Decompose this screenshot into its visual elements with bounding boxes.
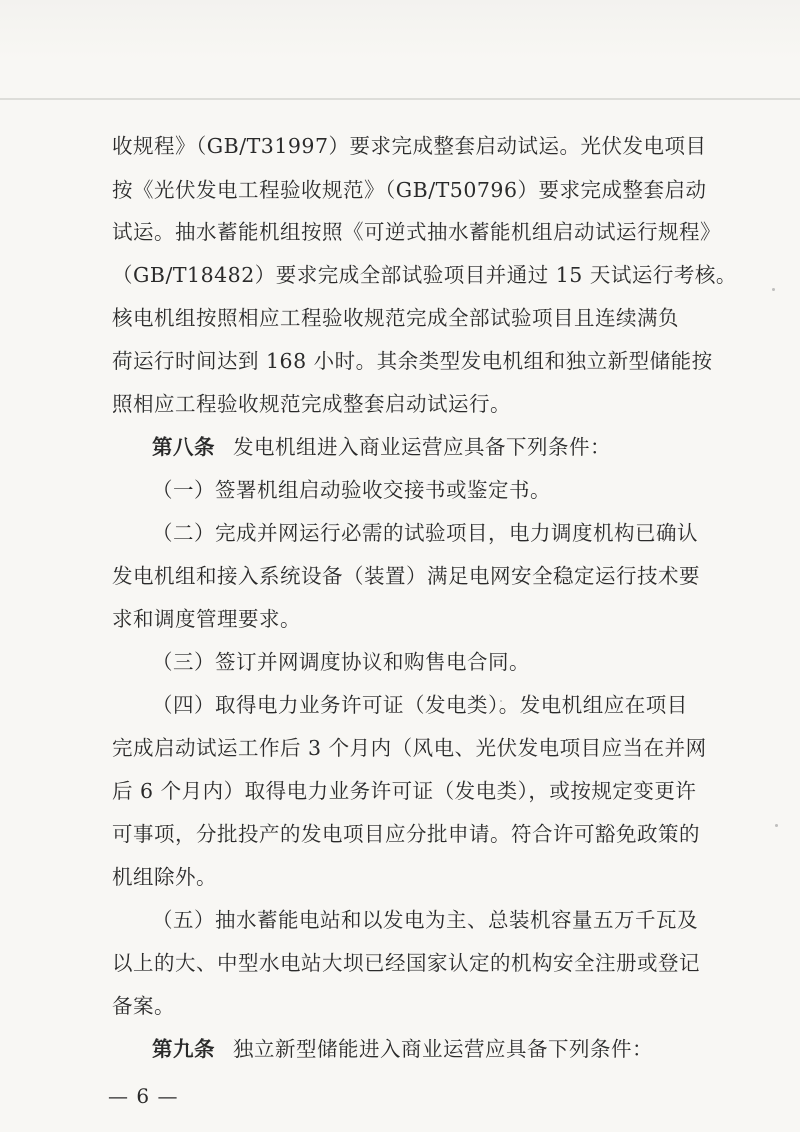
item-3-line: （三）签订并网调度协议和购售电合同。 (152, 650, 530, 674)
article-9-label: 第九条 (152, 1037, 215, 1061)
article-9-heading (152, 1034, 752, 1064)
article-8-label: 第八条 (152, 435, 215, 459)
paragraph-line: 荷运行时间达到 168 小时。其余类型发电机组和独立新型储能按 (112, 349, 713, 373)
item-4-line: 后 6 个月内）取得电力业务许可证（发电类），或按规定变更许 (112, 779, 697, 803)
paragraph-line: 核电机组按照相应工程验收规范完成全部试验项目且连续满负 (112, 306, 679, 330)
item-5-line: （五）抽水蓄能电站和以发电为主、总装机容量五万千瓦及 (152, 908, 698, 932)
paragraph-line: （GB/T18482）要求完成全部试验项目并通过 15 天试运行考核。 (112, 263, 737, 287)
scan-speck (775, 824, 778, 827)
item-1-line: （一）签署机组启动验收交接书或鉴定书。 (152, 478, 551, 502)
item-2-line: 发电机组和接入系统设备（装置）满足电网安全稳定运行技术要 (112, 564, 700, 588)
paragraph-line: 试运。抽水蓄能机组按照《可逆式抽水蓄能机组启动试运行规程》 (112, 220, 721, 244)
paragraph-line: 按《光伏发电工程验收规范》（GB/T50796）要求完成整套启动 (112, 178, 707, 202)
article-9-text: 独立新型储能进入商业运营应具备下列条件： (233, 1037, 653, 1061)
page-number: — 6 — (108, 1084, 179, 1108)
paragraph-line: 照相应工程验收规范完成整套启动试运行。 (112, 392, 511, 416)
item-5-line: 备案。 (112, 994, 175, 1018)
item-2-line: 求和调度管理要求。 (112, 607, 301, 631)
scan-fold-line (0, 98, 800, 100)
item-4-line: 可事项，分批投产的发电项目应分批申请。符合许可豁免政策的 (112, 822, 700, 846)
scan-speck (772, 288, 775, 291)
article-8-heading (152, 432, 752, 462)
item-2-line: （二）完成并网运行必需的试验项目，电力调度机构已确认 (152, 521, 698, 545)
item-4-line: （四）取得电力业务许可证（发电类）。发电机组应在项目 (152, 693, 688, 717)
item-4-line: 完成启动试运工作后 3 个月内（风电、光伏发电项目应当在并网 (112, 736, 707, 760)
article-8-text: 发电机组进入商业运营应具备下列条件： (233, 435, 611, 459)
paragraph-line: 收规程》（GB/T31997）要求完成整套启动试运。光伏发电项目 (112, 134, 707, 158)
item-4-line: 机组除外。 (112, 865, 217, 889)
item-5-line: 以上的大、中型水电站大坝已经国家认定的机构安全注册或登记 (112, 951, 700, 975)
